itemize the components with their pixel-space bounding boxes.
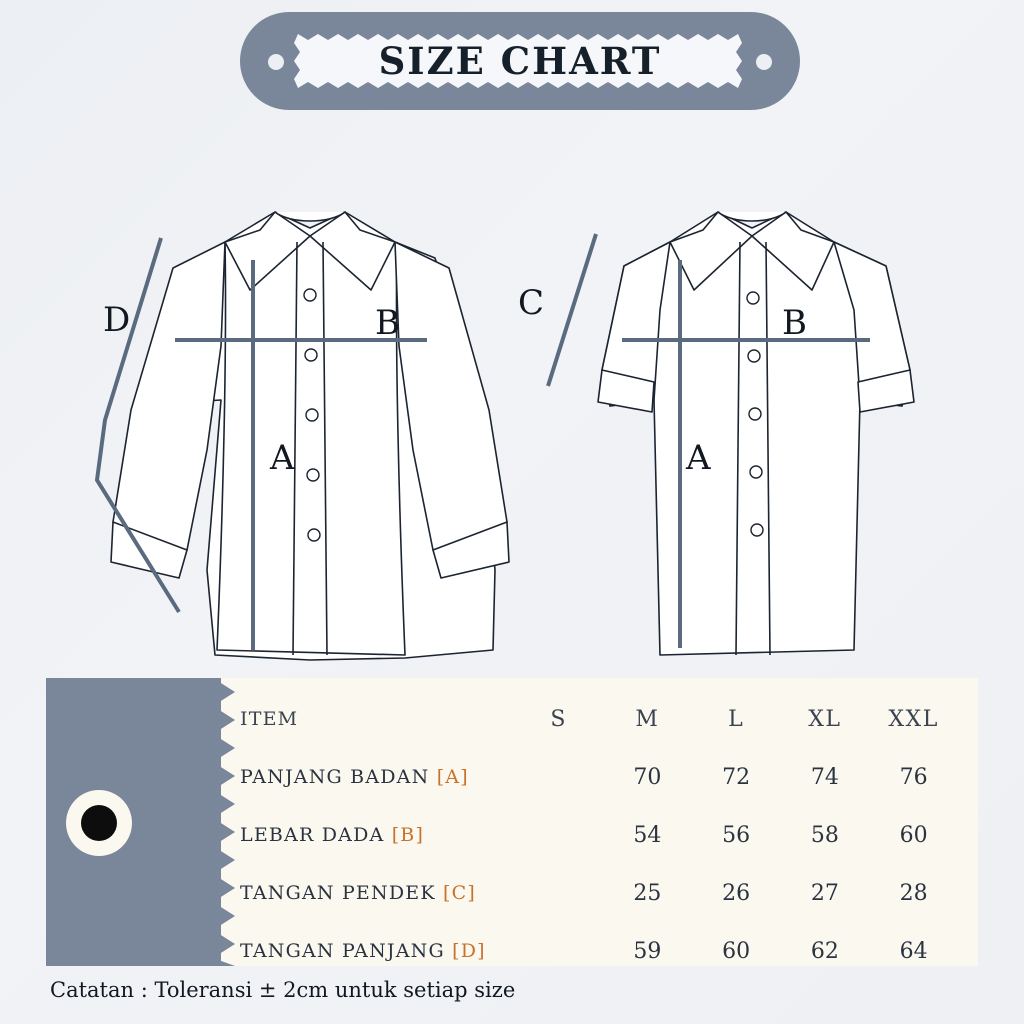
row-label-text: PANJANG BADAN bbox=[240, 766, 430, 788]
short-sleeve-shirt-illustration bbox=[510, 150, 970, 670]
column-header-l: L bbox=[728, 706, 745, 732]
size-table bbox=[240, 690, 958, 980]
cell-l: 26 bbox=[722, 880, 751, 906]
row-label-tangan-pendek bbox=[240, 864, 514, 922]
cell-xxl: 60 bbox=[899, 822, 928, 848]
header-banner bbox=[240, 12, 800, 110]
marker-A-left: A bbox=[270, 438, 295, 478]
row-code: [C] bbox=[442, 882, 476, 904]
column-header-xl: XL bbox=[808, 706, 842, 732]
marker-B-left: B bbox=[375, 303, 400, 343]
tag-zigzag-edge bbox=[213, 678, 235, 966]
column-header-s: S bbox=[550, 706, 567, 732]
cell-xl: 62 bbox=[810, 938, 839, 964]
cell-xl: 74 bbox=[810, 764, 839, 790]
marker-B-right: B bbox=[782, 303, 807, 343]
table-header-row bbox=[240, 690, 958, 748]
column-header-xxl: XXL bbox=[888, 706, 939, 732]
cell-l: 60 bbox=[722, 938, 751, 964]
long-sleeve-shirt-illustration bbox=[75, 150, 545, 670]
cell-xxl: 76 bbox=[899, 764, 928, 790]
cell-m: 25 bbox=[633, 880, 662, 906]
cell-xl: 27 bbox=[810, 880, 839, 906]
cell-s bbox=[514, 864, 603, 922]
cell-s bbox=[514, 748, 603, 806]
column-header-m: M bbox=[635, 706, 660, 732]
column-header-item: ITEM bbox=[240, 708, 299, 730]
cell-m: 59 bbox=[633, 938, 662, 964]
cell-xl: 58 bbox=[810, 822, 839, 848]
row-label-lebar-dada bbox=[240, 806, 514, 864]
page-title: SIZE CHART bbox=[378, 39, 662, 83]
row-label-text: LEBAR DADA bbox=[240, 824, 385, 846]
cell-l: 56 bbox=[722, 822, 751, 848]
row-label-panjang-badan bbox=[240, 748, 514, 806]
table-row bbox=[240, 922, 958, 980]
marker-C: C bbox=[518, 283, 545, 323]
row-code: [B] bbox=[391, 824, 425, 846]
long-sleeve-shirt-svg bbox=[75, 150, 545, 670]
row-label-text: TANGAN PENDEK bbox=[240, 882, 436, 904]
table-row bbox=[240, 864, 958, 922]
table-row bbox=[240, 806, 958, 864]
marker-D: D bbox=[103, 300, 131, 340]
row-label-text: TANGAN PANJANG bbox=[240, 940, 445, 962]
short-sleeve-shirt-svg bbox=[510, 150, 970, 670]
table-row bbox=[240, 748, 958, 806]
tag-hole-inner-icon bbox=[81, 805, 117, 841]
cell-xxl: 64 bbox=[899, 938, 928, 964]
cell-s bbox=[514, 922, 603, 980]
marker-A-right: A bbox=[686, 438, 711, 478]
row-code: [D] bbox=[452, 940, 486, 962]
cell-m: 54 bbox=[633, 822, 662, 848]
cell-m: 70 bbox=[633, 764, 662, 790]
row-code: [A] bbox=[436, 766, 469, 788]
cell-l: 72 bbox=[722, 764, 751, 790]
row-label-tangan-panjang bbox=[240, 922, 514, 980]
cell-xxl: 28 bbox=[899, 880, 928, 906]
tolerance-note: Catatan : Toleransi ± 2cm untuk setiap size bbox=[50, 978, 516, 1002]
cell-s bbox=[514, 806, 603, 864]
